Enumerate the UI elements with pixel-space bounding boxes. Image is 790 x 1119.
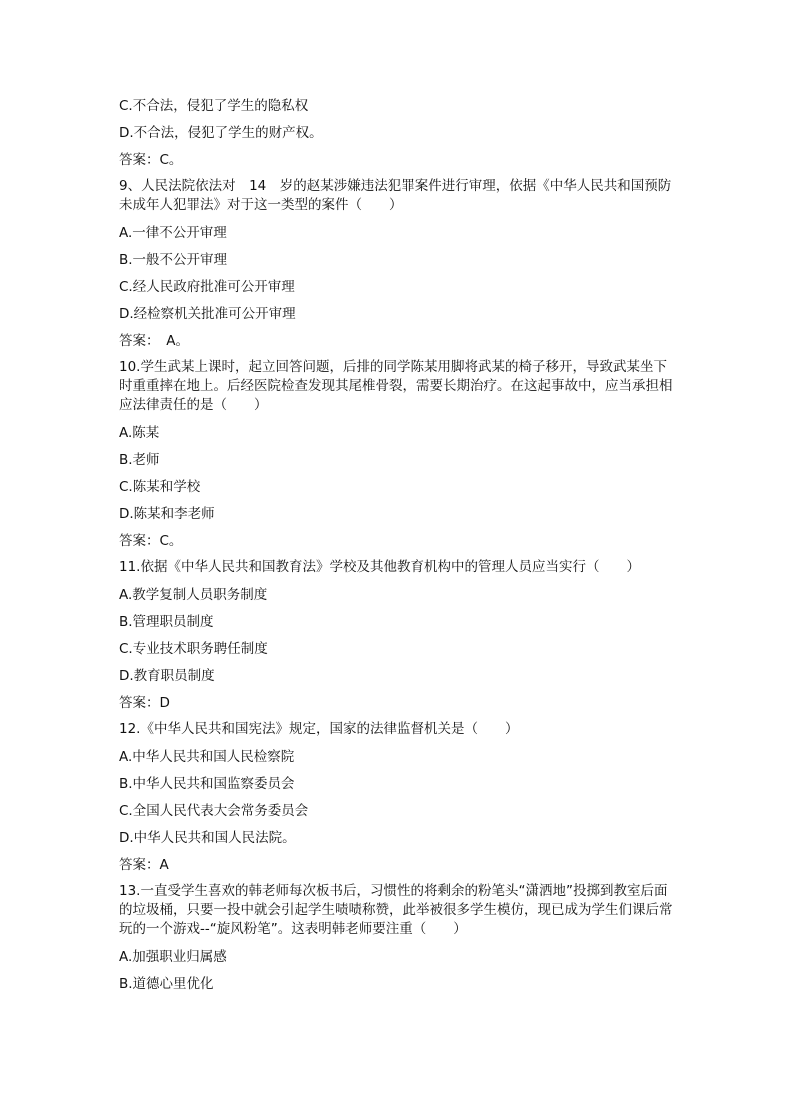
question-10: 10.学生武某上课时，起立回答问题，后排的同学陈某用脚将武某的椅子移开，导致武某坐下时重重摔在地上。后经医院检查发现其尾椎骨裂，需要长期治疗。在这起事故中，应当承担相应法律责任的是（ ） — [119, 359, 673, 413]
question-12: 12.《中华人民共和国宪法》规定，国家的法律监督机关是（ ） — [119, 721, 519, 737]
question-11: 11.依据《中华人民共和国教育法》学校及其他教育机构中的管理人员应当实行（ ） — [119, 559, 640, 575]
answer-9: 答案： A。 — [119, 333, 189, 349]
option-8c: C.不合法，侵犯了学生的隐私权 — [119, 98, 309, 114]
option-10a: A.陈某 — [119, 425, 160, 441]
option-10c: C.陈某和学校 — [119, 479, 201, 495]
option-9a: A.一律不公开审理 — [119, 225, 227, 241]
option-9b: B.一般不公开审理 — [119, 252, 228, 268]
option-12a: A.中华人民共和国人民检察院 — [119, 749, 295, 765]
answer-12: 答案：A — [119, 857, 169, 873]
question-13: 13.一直受学生喜欢的韩老师每次板书后，习惯性的将剩余的粉笔头“潇洒地”投掷到教室后面的垃圾桶，只要一投中就会引起学生啧啧称赞，此举被很多学生模仿，现已成为学生们课后常玩的一个游戏--“旋风粉笔”。这表明韩老师要注重（ ） — [119, 883, 673, 937]
option-8d: D.不合法，侵犯了学生的财产权。 — [119, 125, 323, 141]
option-13a: A.加强职业归属感 — [119, 949, 227, 965]
option-12c: C.全国人民代表大会常务委员会 — [119, 803, 309, 819]
option-10d: D.陈某和李老师 — [119, 506, 215, 522]
option-13b: B.道德心里优化 — [119, 976, 214, 992]
answer-10: 答案：C。 — [119, 533, 183, 549]
option-11a: A.教学复制人员职务制度 — [119, 587, 268, 603]
option-9d: D.经检察机关批准可公开审理 — [119, 306, 296, 322]
option-11d: D.教育职员制度 — [119, 668, 215, 684]
question-9: 9、人民法院依法对 14 岁的赵某涉嫌违法犯罪案件进行审理，依据《中华人民共和国预防未成年人犯罪法》对于这一类型的案件（ ） — [119, 178, 672, 213]
option-11c: C.专业技术职务聘任制度 — [119, 641, 268, 657]
answer-8: 答案：C。 — [119, 152, 183, 168]
option-12b: B.中华人民共和国监察委员会 — [119, 776, 295, 792]
option-9c: C.经人民政府批准可公开审理 — [119, 279, 295, 295]
option-12d: D.中华人民共和国人民法院。 — [119, 830, 296, 846]
document-page — [119, 96, 679, 1001]
option-10b: B.老师 — [119, 452, 160, 468]
option-11b: B.管理职员制度 — [119, 614, 214, 630]
answer-11: 答案：D — [119, 695, 170, 711]
